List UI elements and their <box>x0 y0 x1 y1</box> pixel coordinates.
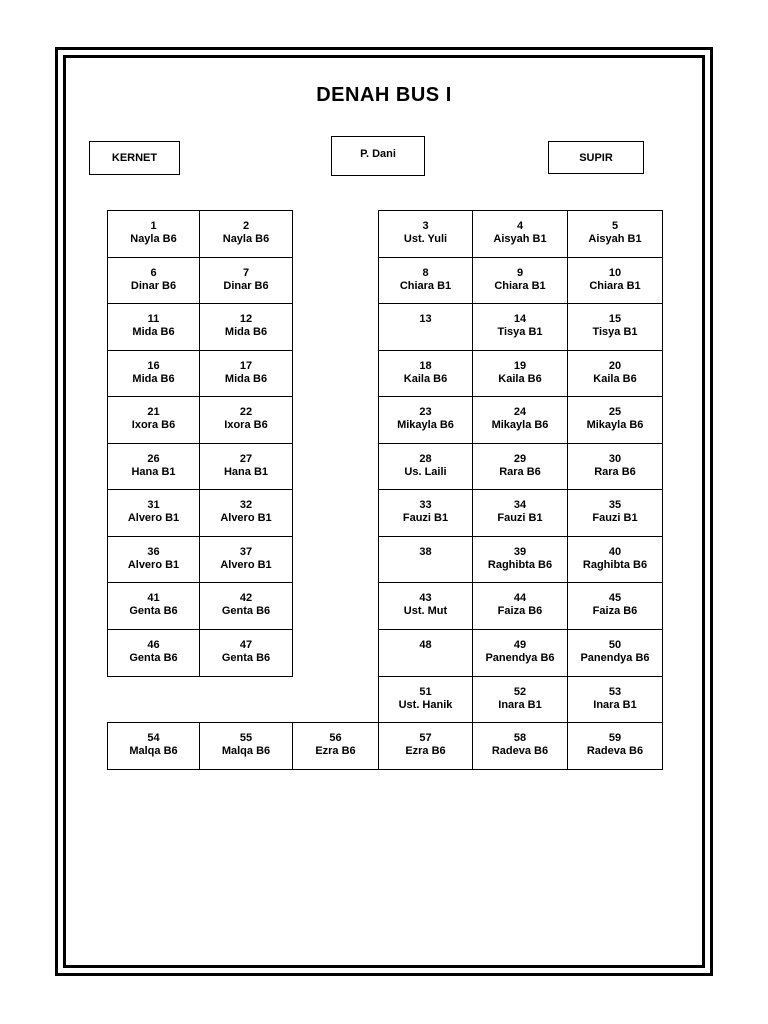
seat-number: 46 <box>147 639 160 651</box>
seat-number: 54 <box>147 732 160 744</box>
seat-passenger: Aisyah B1 <box>588 233 642 245</box>
seat-number: 37 <box>239 546 253 558</box>
kernet-box: KERNET <box>89 141 180 175</box>
seat-number: 59 <box>608 732 622 744</box>
seat-1 <box>107 210 200 258</box>
seat-44 <box>472 582 568 630</box>
seat-passenger: Hana B1 <box>223 466 269 478</box>
seat-number: 39 <box>513 546 527 558</box>
seat-12 <box>199 303 293 351</box>
seat-passenger: Malqa B6 <box>129 745 178 757</box>
seat-passenger: Raghibta B6 <box>582 559 648 571</box>
seat-30 <box>567 443 663 490</box>
seat-36 <box>107 536 200 583</box>
seat-passenger: Mikayla B6 <box>491 419 549 431</box>
seat-19 <box>472 350 568 397</box>
seat-42 <box>199 582 293 630</box>
seat-number: 40 <box>608 546 622 558</box>
seat-number: 6 <box>150 267 157 279</box>
seat-number: 51 <box>419 686 432 698</box>
seat-21 <box>107 396 200 444</box>
seat-passenger: Ezra B6 <box>315 745 356 757</box>
seat-15 <box>567 303 663 351</box>
seat-31 <box>107 489 200 537</box>
seat-38 <box>378 536 473 583</box>
supir-box: SUPIR <box>548 141 644 174</box>
seat-54 <box>107 722 200 770</box>
seat-18 <box>378 350 473 397</box>
seat-number: 2 <box>242 220 250 232</box>
seat-number: 10 <box>608 267 622 279</box>
seat-passenger: Rara B6 <box>499 466 541 478</box>
seat-number: 52 <box>513 686 527 698</box>
seat-number: 21 <box>147 406 160 418</box>
seat-number: 26 <box>147 453 160 465</box>
seat-32 <box>199 489 293 537</box>
seat-56 <box>292 722 379 770</box>
seat-passenger: Mikayla B6 <box>586 419 644 431</box>
seat-34 <box>472 489 568 537</box>
seat-passenger: Ixora B6 <box>224 419 268 431</box>
seat-number: 23 <box>419 406 432 418</box>
seat-number: 36 <box>147 546 160 558</box>
seat-11 <box>107 303 200 351</box>
seat-37 <box>199 536 293 583</box>
seat-number: 12 <box>239 313 253 325</box>
seat-7 <box>199 257 293 304</box>
seat-number: 31 <box>147 499 160 511</box>
seat-passenger: Hana B1 <box>131 466 176 478</box>
seat-number: 44 <box>513 592 527 604</box>
seat-number: 7 <box>242 267 250 279</box>
seat-passenger: Panendya B6 <box>580 652 650 664</box>
seat-number: 1 <box>150 220 157 232</box>
seat-46 <box>107 629 200 677</box>
seat-passenger: Dinar B6 <box>130 280 177 292</box>
seat-number: 9 <box>516 267 524 279</box>
seat-passenger: Fauzi B1 <box>592 512 638 524</box>
seat-number: 32 <box>239 499 253 511</box>
seat-passenger: Tisya B1 <box>497 326 543 338</box>
seat-passenger: Us. Laili <box>404 466 447 478</box>
seat-39 <box>472 536 568 583</box>
seat-27 <box>199 443 293 490</box>
seat-40 <box>567 536 663 583</box>
seat-passenger: Mida B6 <box>132 326 175 338</box>
seat-passenger: Faiza B6 <box>592 605 638 617</box>
seat-53 <box>567 676 663 723</box>
seat-14 <box>472 303 568 351</box>
seat-number: 14 <box>513 313 527 325</box>
seat-passenger: Alvero B1 <box>127 512 180 524</box>
seat-passenger: Ixora B6 <box>131 419 176 431</box>
seat-passenger: Nayla B6 <box>130 233 177 245</box>
seat-number: 58 <box>513 732 527 744</box>
seat-passenger: Kaila B6 <box>593 373 637 385</box>
seat-number: 56 <box>329 732 342 744</box>
seat-number: 41 <box>147 592 160 604</box>
seat-number: 11 <box>147 313 160 325</box>
seat-5 <box>567 210 663 258</box>
seat-26 <box>107 443 200 490</box>
seat-10 <box>567 257 663 304</box>
seat-passenger: Kaila B6 <box>403 373 448 385</box>
seat-number: 35 <box>608 499 622 511</box>
seat-number: 19 <box>513 360 527 372</box>
seat-passenger: Chiara B1 <box>399 280 452 292</box>
seat-passenger: Ust. Hanik <box>398 699 453 711</box>
seat-49 <box>472 629 568 677</box>
seat-2 <box>199 210 293 258</box>
seat-number: 33 <box>419 499 432 511</box>
seat-13 <box>378 303 473 351</box>
seat-passenger: Rara B6 <box>594 466 636 478</box>
seat-passenger: Tisya B1 <box>592 326 638 338</box>
seat-passenger: Ust. Yuli <box>403 233 448 245</box>
seat-passenger: Genta B6 <box>129 652 178 664</box>
seat-35 <box>567 489 663 537</box>
seat-passenger: Kaila B6 <box>498 373 542 385</box>
seat-50 <box>567 629 663 677</box>
seat-17 <box>199 350 293 397</box>
seat-passenger: Genta B6 <box>221 652 271 664</box>
seat-16 <box>107 350 200 397</box>
seat-number: 27 <box>239 453 253 465</box>
seat-58 <box>472 722 568 770</box>
seat-number: 13 <box>419 313 432 325</box>
seat-number: 25 <box>608 406 622 418</box>
seat-passenger: Aisyah B1 <box>493 233 547 245</box>
seat-47 <box>199 629 293 677</box>
seat-number: 16 <box>147 360 160 372</box>
seat-20 <box>567 350 663 397</box>
seat-passenger: Mida B6 <box>224 326 268 338</box>
seat-22 <box>199 396 293 444</box>
seat-passenger: Inara B1 <box>498 699 542 711</box>
seat-passenger: Dinar B6 <box>223 280 269 292</box>
seat-number: 53 <box>608 686 622 698</box>
seat-41 <box>107 582 200 630</box>
seat-number: 17 <box>239 360 253 372</box>
seat-6 <box>107 257 200 304</box>
seat-number: 50 <box>608 639 622 651</box>
seat-passenger: Mida B6 <box>132 373 175 385</box>
seat-25 <box>567 396 663 444</box>
seat-passenger: Genta B6 <box>221 605 271 617</box>
seat-number: 22 <box>239 406 253 418</box>
seat-8 <box>378 257 473 304</box>
seat-number: 24 <box>513 406 527 418</box>
seat-43 <box>378 582 473 630</box>
seat-passenger: Ezra B6 <box>405 745 446 757</box>
seat-59 <box>567 722 663 770</box>
seat-9 <box>472 257 568 304</box>
seat-passenger: Chiara B1 <box>589 280 641 292</box>
seat-number: 38 <box>419 546 432 558</box>
seat-number: 57 <box>419 732 432 744</box>
seat-28 <box>378 443 473 490</box>
seat-number: 15 <box>608 313 622 325</box>
seat-passenger: Alvero B1 <box>220 512 272 524</box>
seat-passenger: Mikayla B6 <box>397 419 454 431</box>
seat-passenger: Mida B6 <box>224 373 268 385</box>
seat-number: 43 <box>419 592 432 604</box>
seat-passenger: Alvero B1 <box>220 559 272 571</box>
seat-passenger: Fauzi B1 <box>402 512 449 524</box>
seat-passenger: Panendya B6 <box>485 652 555 664</box>
seat-48 <box>378 629 473 677</box>
seat-number: 18 <box>419 360 432 372</box>
page-title: DENAH BUS I <box>316 84 452 106</box>
seat-passenger: Alvero B1 <box>127 559 180 571</box>
seat-passenger: Ust. Mut <box>403 605 448 617</box>
seat-number: 42 <box>239 592 253 604</box>
seat-passenger: Chiara B1 <box>494 280 546 292</box>
seat-23 <box>378 396 473 444</box>
seat-passenger: Nayla B6 <box>222 233 270 245</box>
seat-passenger: Faiza B6 <box>497 605 543 617</box>
seat-45 <box>567 582 663 630</box>
seat-passenger: Inara B1 <box>593 699 637 711</box>
seat-number: 34 <box>513 499 527 511</box>
seat-57 <box>378 722 473 770</box>
seat-passenger: Malqa B6 <box>221 745 271 757</box>
seat-number: 55 <box>239 732 253 744</box>
seat-24 <box>472 396 568 444</box>
seat-51 <box>378 676 473 723</box>
seat-number: 29 <box>513 453 527 465</box>
seat-number: 49 <box>513 639 527 651</box>
seat-55 <box>199 722 293 770</box>
seat-33 <box>378 489 473 537</box>
seat-4 <box>472 210 568 258</box>
seat-number: 48 <box>419 639 432 651</box>
seat-number: 45 <box>608 592 622 604</box>
seat-passenger: Radeva B6 <box>491 745 549 757</box>
seat-52 <box>472 676 568 723</box>
seat-passenger: Fauzi B1 <box>497 512 543 524</box>
seat-number: 47 <box>239 639 253 651</box>
seat-29 <box>472 443 568 490</box>
seat-passenger: Radeva B6 <box>586 745 644 757</box>
seat-number: 28 <box>419 453 432 465</box>
seat-number: 20 <box>608 360 622 372</box>
seat-number: 3 <box>422 220 429 232</box>
seat-number: 30 <box>608 453 622 465</box>
driver-name-box: P. Dani <box>331 136 425 176</box>
seat-passenger: Raghibta B6 <box>487 559 553 571</box>
seat-number: 4 <box>516 220 524 232</box>
seat-number: 8 <box>422 267 429 279</box>
seat-number: 5 <box>611 220 619 232</box>
seat-3 <box>378 210 473 258</box>
seat-passenger: Genta B6 <box>129 605 178 617</box>
